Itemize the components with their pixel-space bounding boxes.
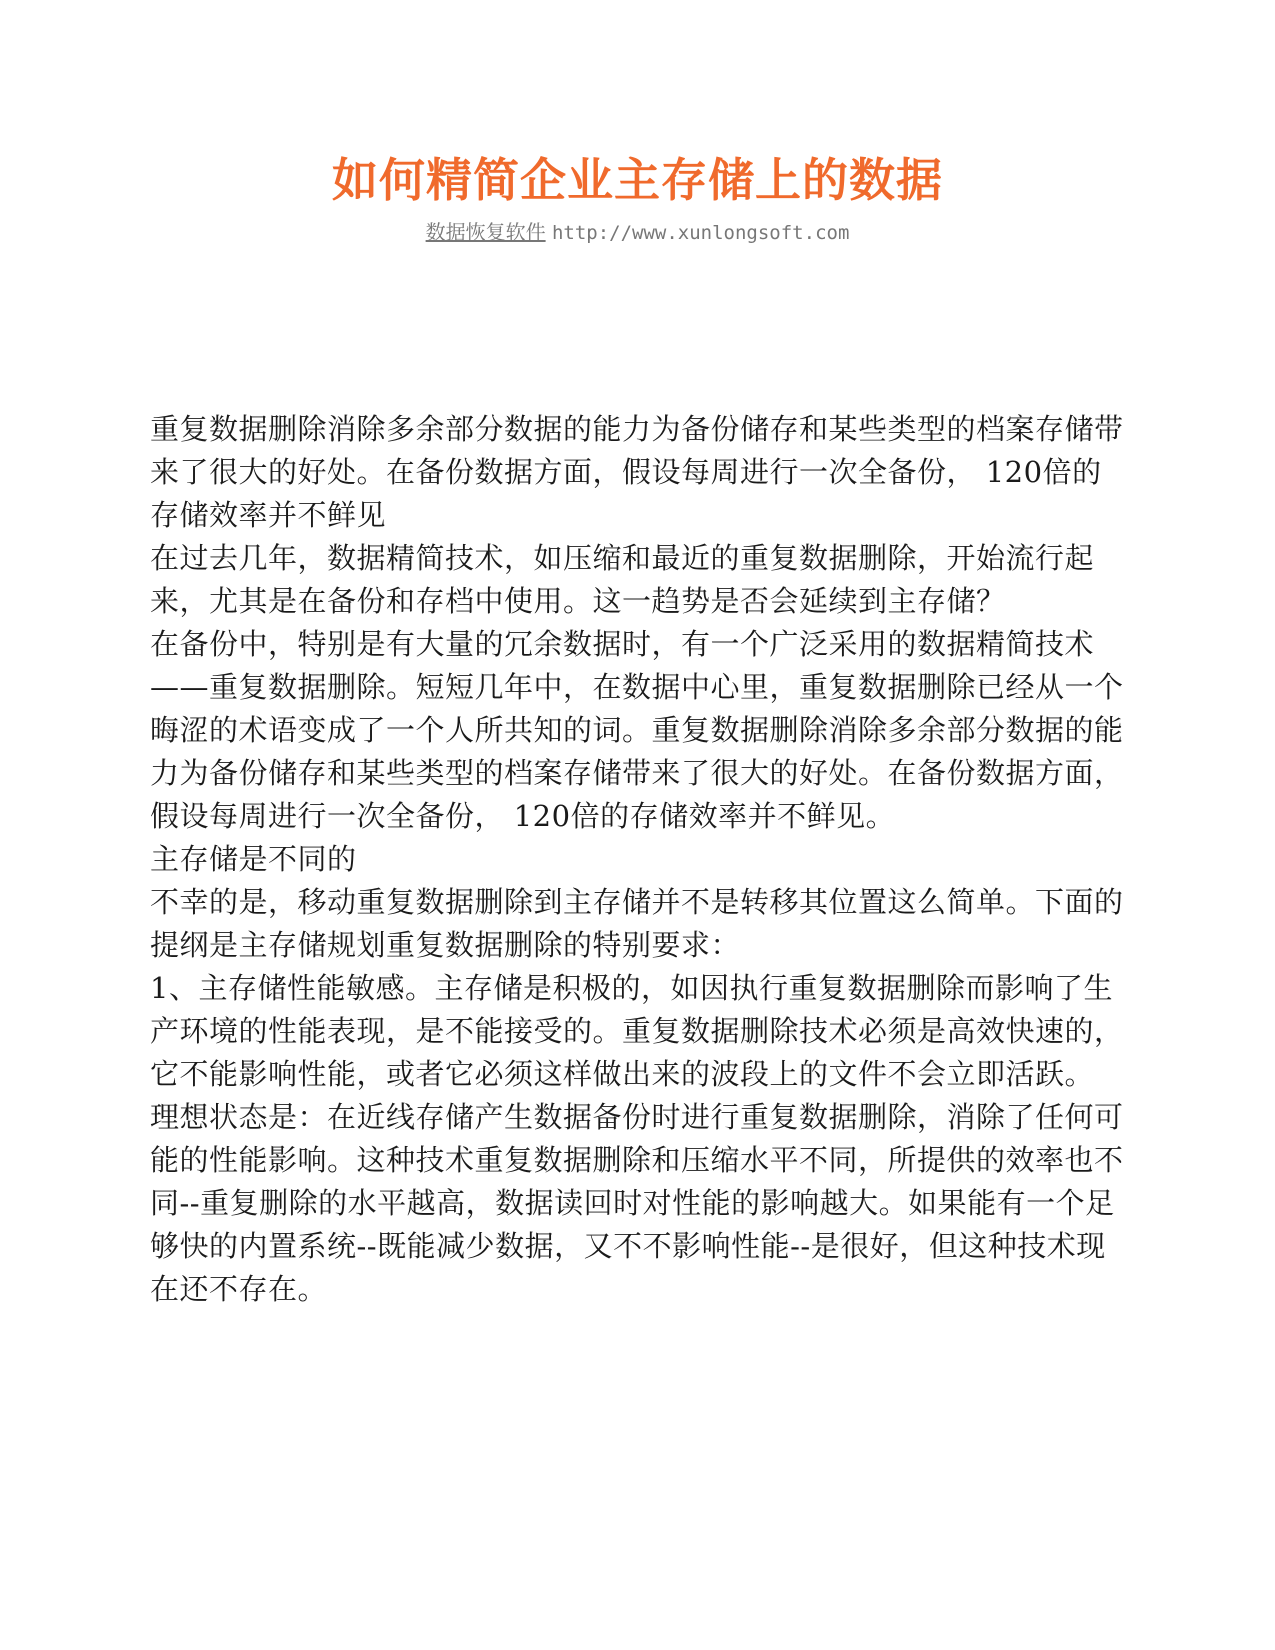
source-site-name-link[interactable]: 数据恢复软件 xyxy=(425,220,546,244)
document-body xyxy=(150,408,1130,1311)
paragraph-dedup-backup: 在备份中，特别是有大量的冗余数据时，有一个广泛采用的数据精简技术——重复数据删除。短短几年中，在数据中心里，重复数据删除已经从一个晦涩的术语变成了一个人所共知的词。重复数据删除消除多余部分数据的能力为备份储存和某些类型的档案存储带来了很大的好处。在备份数据方面，假设每周进行一次全备份， 120倍的存储效率并不鲜见。 xyxy=(150,627,1124,833)
paragraph-ideal-state: 理想状态是：在近线存储产生数据备份时进行重复数据删除，消除了任何可能的性能影响。这种技术重复数据删除和压缩水平不同，所提供的效率也不同--重复删除的水平越高，数据读回时对性能的影响越大。如果能有一个足够快的内置系统--既能减少数据，又不不影响性能--是很好，但这种技术现在还不存在。 xyxy=(150,1100,1124,1306)
paragraph-requirements-intro: 不幸的是，移动重复数据删除到主存储并不是转移其位置这么简单。下面的提纲是主存储规划重复数据删除的特别要求： xyxy=(150,885,1124,962)
source-url: http://www.xunlongsoft.com xyxy=(551,222,850,244)
paragraph-requirement-1: 1、主存储性能敏感。主存储是积极的，如因执行重复数据删除而影响了生产环境的性能表现，是不能接受的。重复数据删除技术必须是高效快速的，它不能影响性能，或者它必须这样做出来的波段上的文件不会立即活跃。 xyxy=(150,971,1124,1091)
paragraph-intro: 重复数据删除消除多余部分数据的能力为备份储存和某些类型的档案存储带来了很大的好处。在备份数据方面，假设每周进行一次全备份， 120倍的存储效率并不鲜见 xyxy=(150,412,1124,532)
document-title: 如何精简企业主存储上的数据 xyxy=(332,153,943,207)
paragraph-trend: 在过去几年，数据精简技术，如压缩和最近的重复数据删除，开始流行起来，尤其是在备份和存档中使用。这一趋势是否会延续到主存储？ xyxy=(150,541,1095,618)
paragraph-heading-primary-storage: 主存储是不同的 xyxy=(150,842,357,876)
source-line xyxy=(0,218,1275,247)
